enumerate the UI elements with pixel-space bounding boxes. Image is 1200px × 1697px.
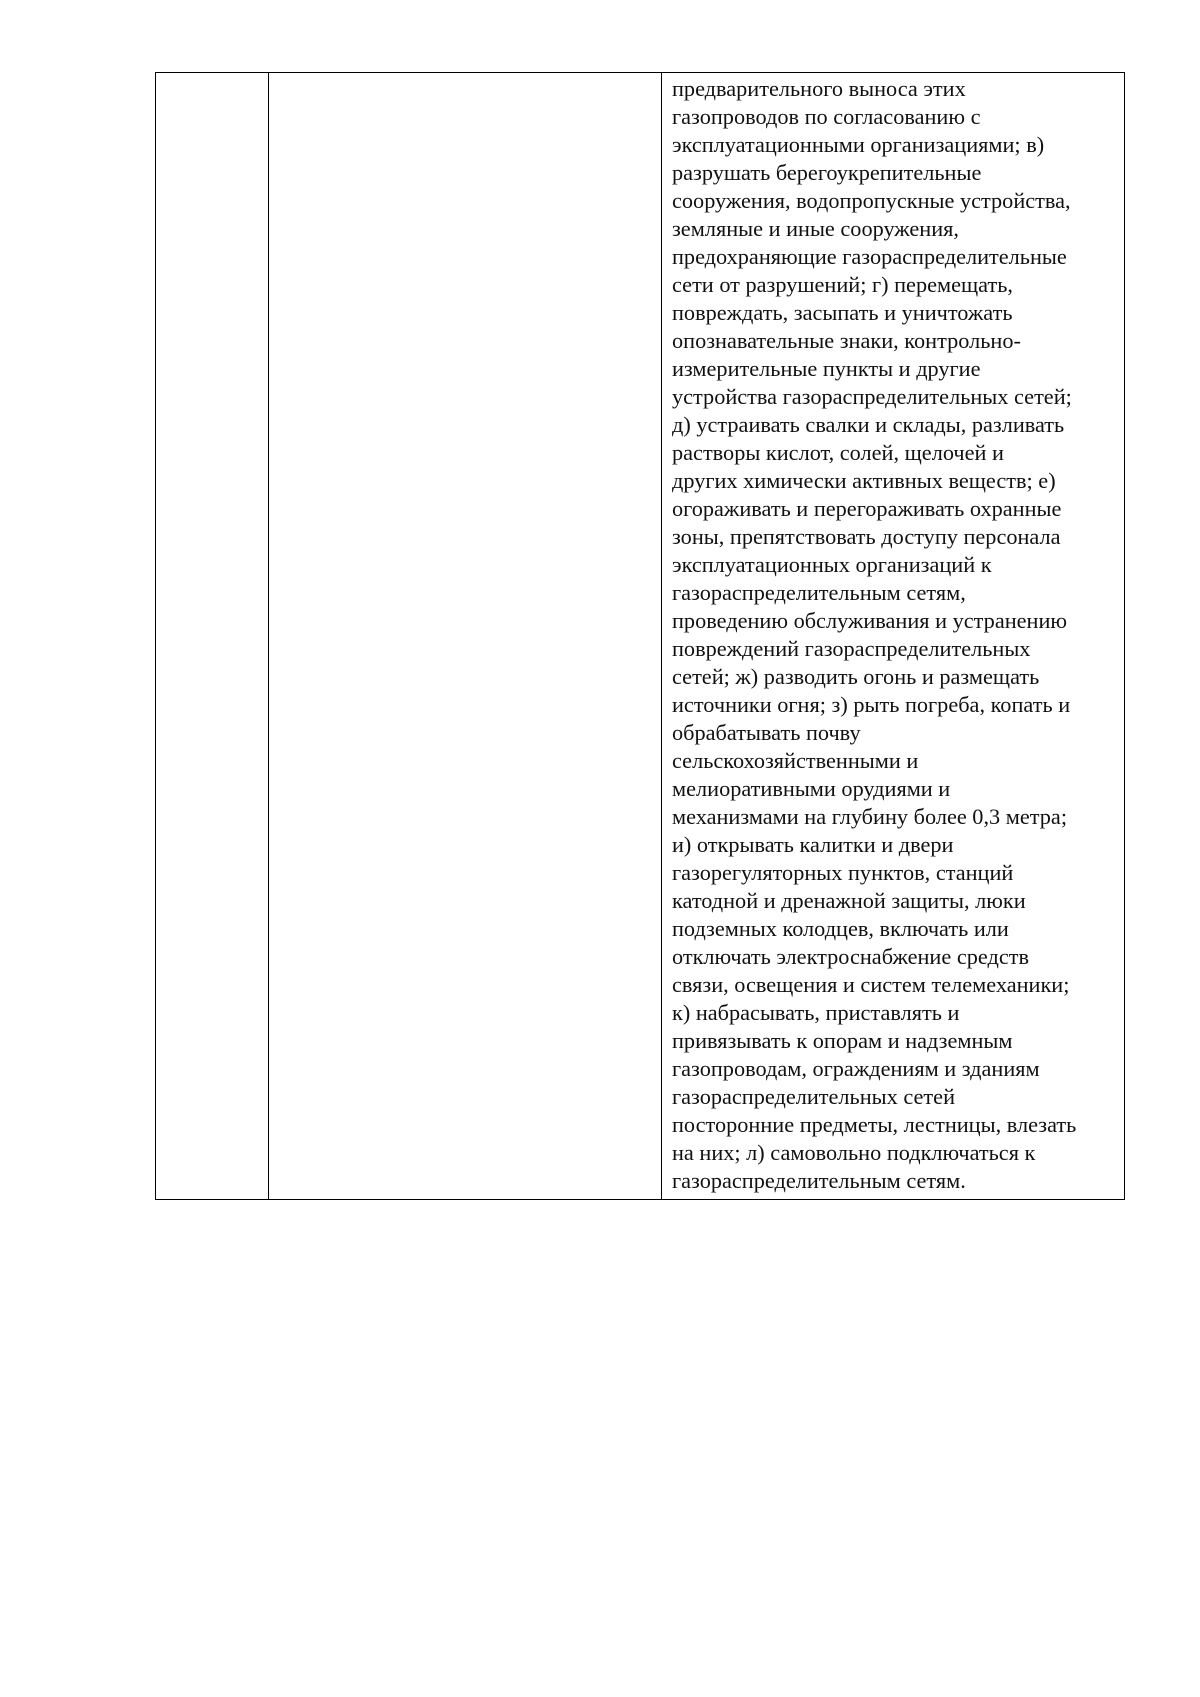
restrictions-text: [672, 75, 1118, 1195]
text-line: эксплуатационными организациями; в): [672, 132, 1045, 157]
table-cell-description: [269, 73, 662, 1200]
text-line: привязывать к опорам и надземным: [672, 1028, 1013, 1053]
text-line: газопроводов по согласованию с: [672, 104, 981, 129]
text-line: сетей; ж) разводить огонь и размещать: [672, 664, 1040, 689]
text-line: обрабатывать почву: [672, 720, 861, 745]
text-line: сооружения, водопропускные устройства,: [672, 188, 1071, 213]
text-line: отключать электроснабжение средств: [672, 944, 1030, 969]
text-line: и) открывать калитки и двери: [672, 832, 954, 857]
text-line: предварительного выноса этих: [672, 76, 966, 101]
text-line: зоны, препятствовать доступу персонала: [672, 524, 1061, 549]
text-line: газораспределительным сетям.: [672, 1168, 966, 1193]
text-line: устройства газораспределительных сетей;: [672, 384, 1072, 409]
text-line: посторонние предметы, лестницы, влезать: [672, 1112, 1077, 1137]
text-line: огораживать и перегораживать охранные: [672, 496, 1062, 521]
text-line: эксплуатационных организаций к: [672, 552, 992, 577]
text-line: к) набрасывать, приставлять и: [672, 1000, 960, 1025]
text-line: мелиоративными орудиями и: [672, 776, 951, 801]
text-line: растворы кислот, солей, щелочей и: [672, 440, 1004, 465]
text-line: катодной и дренажной защиты, люки: [672, 888, 1026, 913]
text-line: газораспределительных сетей: [672, 1084, 956, 1109]
text-line: источники огня; з) рыть погреба, копать и: [672, 692, 1071, 717]
text-line: газопроводам, ограждениям и зданиям: [672, 1056, 1040, 1081]
text-line: сети от разрушений; г) перемещать,: [672, 272, 1013, 297]
text-line: повреждений газораспределительных: [672, 636, 1031, 661]
table-cell-restrictions: [662, 73, 1125, 1200]
text-line: разрушать берегоукрепительные: [672, 160, 982, 185]
text-line: сельскохозяйственными и: [672, 748, 919, 773]
text-line: предохраняющие газораспределительные: [672, 244, 1067, 269]
continuation-table: [155, 72, 1125, 1200]
text-line: газорегуляторных пунктов, станций: [672, 860, 1014, 885]
text-line: других химически активных веществ; е): [672, 468, 1056, 493]
table-cell-number: [156, 73, 269, 1200]
text-line: на них; л) самовольно подключаться к: [672, 1140, 1036, 1165]
text-line: механизмами на глубину более 0,3 метра;: [672, 804, 1068, 829]
text-line: проведению обслуживания и устранению: [672, 608, 1068, 633]
text-line: связи, освещения и систем телемеханики;: [672, 972, 1070, 997]
text-line: повреждать, засыпать и уничтожать: [672, 300, 1013, 325]
text-line: земляные и иные сооружения,: [672, 216, 960, 241]
text-line: газораспределительным сетям,: [672, 580, 966, 605]
text-line: д) устраивать свалки и склады, разливать: [672, 412, 1065, 437]
table-row: [156, 73, 1125, 1200]
text-line: подземных колодцев, включать или: [672, 916, 1009, 941]
text-line: измерительные пункты и другие: [672, 356, 981, 381]
text-line: опознавательные знаки, контрольно-: [672, 328, 1021, 353]
